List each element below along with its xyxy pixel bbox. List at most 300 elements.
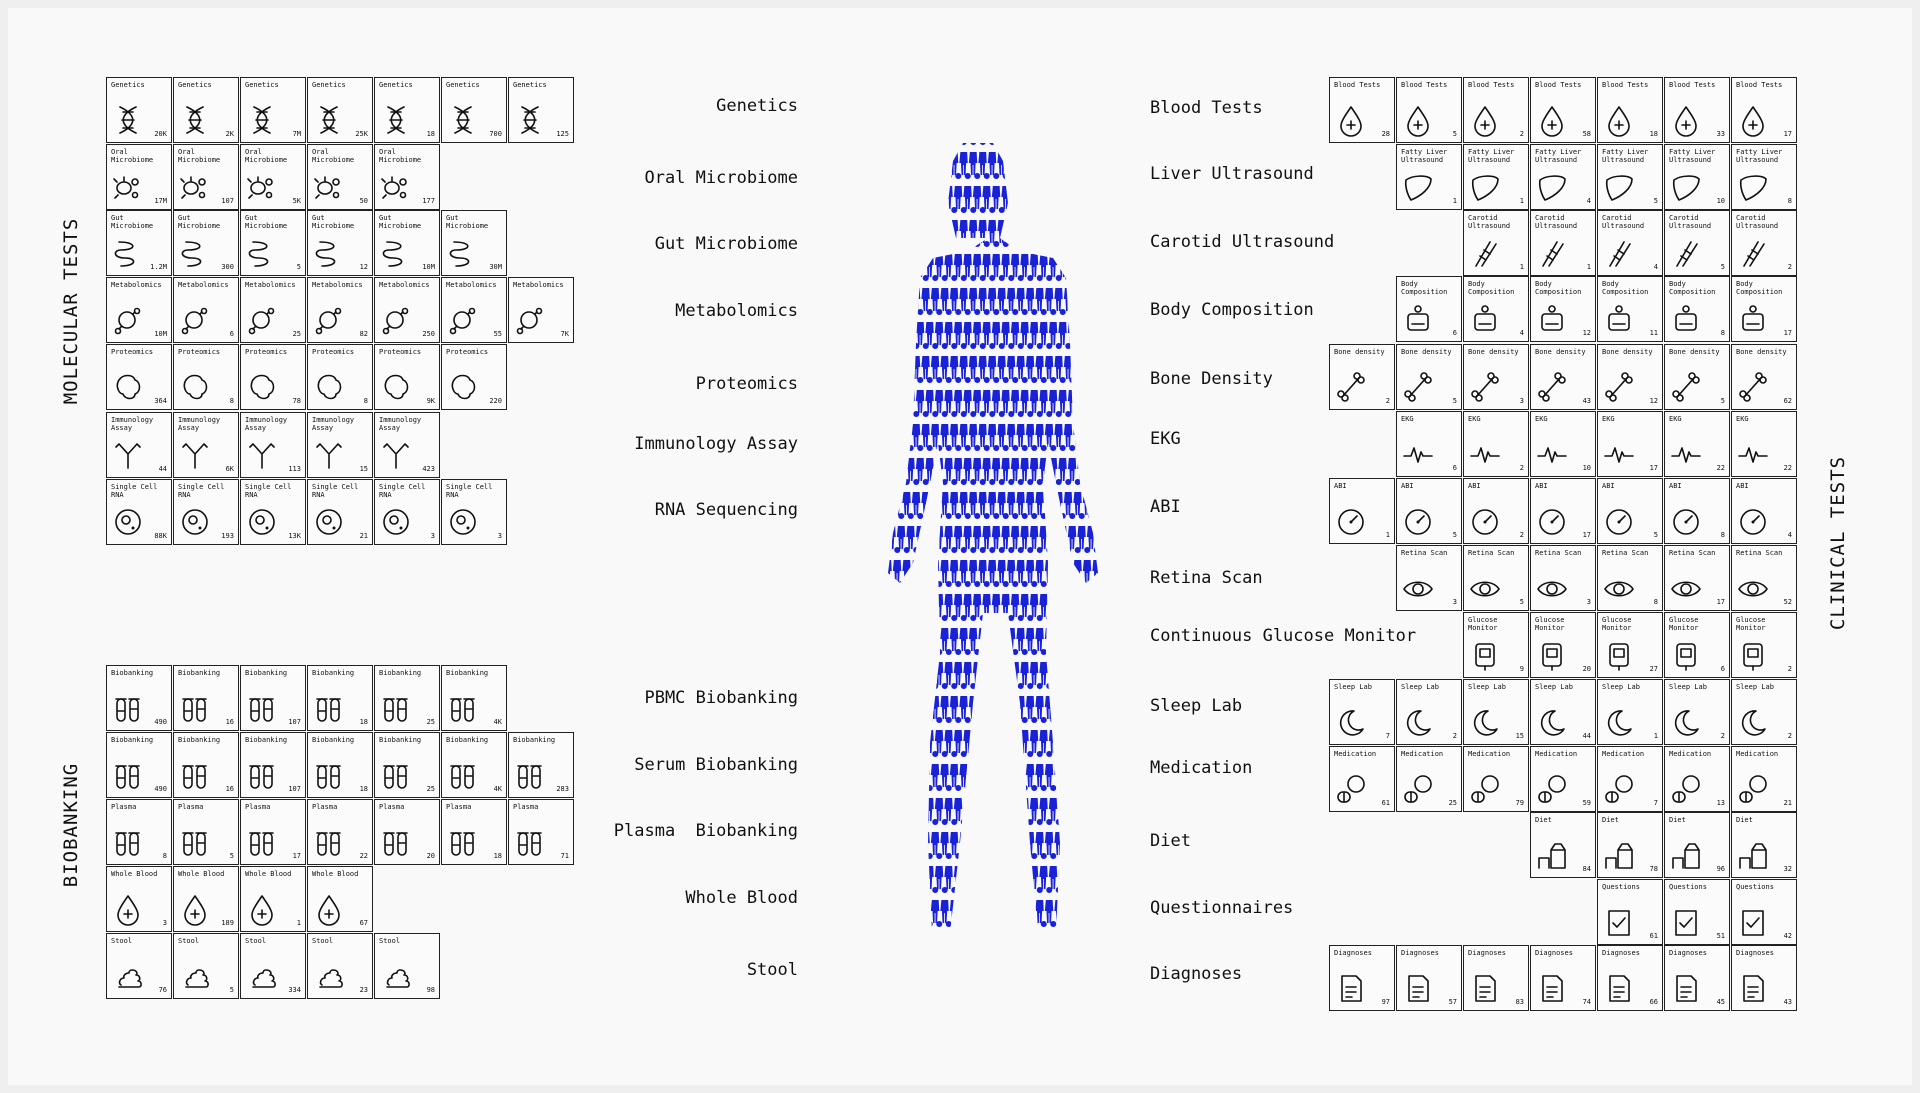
clinical-cell bbox=[1597, 945, 1663, 1011]
cell-count: 44 bbox=[1582, 732, 1591, 740]
person-glyph bbox=[959, 751, 967, 787]
person-glyph bbox=[1030, 921, 1038, 957]
person-glyph bbox=[1083, 751, 1091, 787]
person-glyph bbox=[1035, 411, 1043, 447]
person-glyph bbox=[963, 309, 971, 345]
person-glyph bbox=[921, 955, 929, 963]
person-glyph bbox=[1045, 955, 1053, 963]
cell-label: Plasma bbox=[446, 803, 472, 811]
scale-icon bbox=[1669, 302, 1703, 336]
person-glyph bbox=[1073, 143, 1081, 175]
biobanking-cell bbox=[307, 866, 373, 932]
cell-count: 6K bbox=[225, 465, 234, 473]
eye-icon bbox=[1535, 571, 1569, 605]
person-glyph bbox=[1054, 411, 1062, 447]
cell-count: 4 bbox=[1519, 329, 1524, 337]
cell-label: Blood Tests bbox=[1736, 81, 1783, 89]
cell-label: Carotid Ultrasound bbox=[1736, 214, 1779, 230]
person-glyph bbox=[992, 717, 1000, 753]
cell-count: 11 bbox=[1649, 329, 1658, 337]
person-glyph bbox=[997, 411, 1005, 447]
gauge-icon bbox=[1401, 504, 1435, 538]
person-glyph bbox=[1096, 581, 1104, 617]
cell-label: Plasma bbox=[178, 803, 204, 811]
clinical-cell bbox=[1329, 679, 1395, 745]
person-glyph bbox=[925, 921, 933, 957]
person-glyph bbox=[950, 887, 958, 923]
cell-count: 1 bbox=[1653, 732, 1658, 740]
food-icon bbox=[1602, 838, 1636, 872]
person-glyph bbox=[963, 241, 971, 277]
molecular-cell bbox=[307, 344, 373, 410]
cell-label: Genetics bbox=[111, 81, 145, 89]
right-label-diet: Diet bbox=[1150, 831, 1191, 851]
cell-count: 55 bbox=[493, 330, 502, 338]
cell-label: Bone density bbox=[1602, 348, 1653, 356]
bone-icon bbox=[1334, 370, 1368, 404]
person-glyph bbox=[1001, 853, 1009, 889]
person-glyph bbox=[1096, 921, 1104, 957]
person-glyph bbox=[1054, 207, 1062, 243]
person-glyph bbox=[1068, 853, 1076, 889]
right-label-retina-scan: Retina Scan bbox=[1150, 568, 1263, 588]
person-glyph bbox=[954, 377, 962, 413]
cell-label: Genetics bbox=[446, 81, 480, 89]
cell-label: Body Composition bbox=[1401, 280, 1448, 296]
person-glyph bbox=[1030, 173, 1038, 209]
clinical-cell bbox=[1597, 679, 1663, 745]
person-glyph bbox=[1054, 547, 1062, 583]
clinical-cell bbox=[1731, 276, 1797, 342]
person-glyph bbox=[1026, 819, 1034, 855]
food-icon bbox=[1736, 838, 1770, 872]
drop-icon bbox=[312, 892, 346, 926]
drop-icon bbox=[1401, 103, 1435, 137]
clinical-cell bbox=[1664, 144, 1730, 210]
person-glyph bbox=[916, 921, 924, 957]
cell-count: 2 bbox=[1720, 732, 1725, 740]
clinical-cell bbox=[1530, 411, 1596, 477]
cell-count: 5 bbox=[1653, 197, 1658, 205]
protein-icon bbox=[245, 370, 279, 404]
molecular-cell bbox=[240, 344, 306, 410]
person-glyph bbox=[1035, 887, 1043, 923]
person-glyph bbox=[1049, 513, 1057, 549]
person-glyph bbox=[978, 615, 986, 651]
left-label-oral-microbiome: Oral Microbiome bbox=[644, 168, 798, 188]
clinical-cell bbox=[1463, 478, 1529, 544]
cell-label: Retina Scan bbox=[1401, 549, 1448, 557]
person-glyph bbox=[973, 717, 981, 753]
cell-label: Carotid Ultrasound bbox=[1535, 214, 1578, 230]
person-glyph bbox=[978, 955, 986, 963]
molecular-cell bbox=[106, 144, 172, 210]
tube-icon bbox=[312, 691, 346, 725]
person-glyph bbox=[1026, 955, 1034, 963]
person-glyph bbox=[950, 547, 958, 583]
cell-count: 5 bbox=[1653, 531, 1658, 539]
person-glyph bbox=[925, 853, 933, 889]
gut-icon bbox=[178, 236, 212, 270]
person-glyph bbox=[921, 207, 929, 243]
person-glyph bbox=[883, 411, 891, 447]
person-glyph bbox=[1092, 887, 1100, 923]
clinical-cell bbox=[1396, 679, 1462, 745]
cell-icon bbox=[446, 505, 480, 539]
person-glyph bbox=[1026, 751, 1034, 787]
artery-icon bbox=[1669, 236, 1703, 270]
person-glyph bbox=[1030, 513, 1038, 549]
gut-icon bbox=[446, 236, 480, 270]
pill-icon bbox=[1401, 772, 1435, 806]
cell-count: 51 bbox=[1716, 932, 1725, 940]
person-glyph bbox=[973, 581, 981, 617]
person-glyph bbox=[969, 143, 977, 175]
microbe-icon bbox=[245, 170, 279, 204]
checklist-icon bbox=[1669, 905, 1703, 939]
eye-icon bbox=[1736, 571, 1770, 605]
person-glyph bbox=[1054, 275, 1062, 311]
person-glyph bbox=[982, 513, 990, 549]
person-glyph bbox=[944, 921, 952, 957]
monitor-icon bbox=[1468, 638, 1502, 672]
person-glyph bbox=[1020, 853, 1028, 889]
cell-label: Blood Tests bbox=[1401, 81, 1448, 89]
cell-count: 7 bbox=[1385, 732, 1390, 740]
person-glyph bbox=[1020, 309, 1028, 345]
person-glyph bbox=[1054, 479, 1062, 515]
document-icon bbox=[1468, 971, 1502, 1005]
person-glyph bbox=[954, 309, 962, 345]
person-glyph bbox=[906, 853, 914, 889]
left-label-whole-blood: Whole Blood bbox=[685, 888, 798, 908]
drop-icon bbox=[1602, 103, 1636, 137]
person-glyph bbox=[1011, 853, 1019, 889]
person-glyph bbox=[944, 581, 952, 617]
ekg-icon bbox=[1669, 437, 1703, 471]
person-glyph bbox=[969, 955, 977, 963]
person-glyph bbox=[969, 819, 977, 855]
checklist-icon bbox=[1736, 905, 1770, 939]
person-glyph bbox=[1016, 479, 1024, 515]
cell-label: Biobanking bbox=[312, 736, 355, 744]
tube-icon bbox=[245, 758, 279, 792]
cell-count: 45 bbox=[1716, 998, 1725, 1006]
person-glyph bbox=[959, 207, 967, 243]
person-glyph bbox=[1007, 275, 1015, 311]
cell-label: EKG bbox=[1602, 415, 1615, 423]
person-glyph bbox=[1054, 887, 1062, 923]
person-glyph bbox=[1035, 683, 1043, 719]
clinical-cell bbox=[1463, 344, 1529, 410]
person-glyph bbox=[893, 547, 901, 583]
person-glyph bbox=[902, 683, 910, 719]
cell-label: Medication bbox=[1669, 750, 1712, 758]
cell-label: Genetics bbox=[312, 81, 346, 89]
person-glyph bbox=[1068, 649, 1076, 685]
cell-count: 5 bbox=[1452, 397, 1457, 405]
person-glyph bbox=[1020, 785, 1028, 821]
cell-label: Whole Blood bbox=[178, 870, 225, 878]
person-glyph bbox=[954, 445, 962, 481]
drop-icon bbox=[1535, 103, 1569, 137]
artery-icon bbox=[1736, 236, 1770, 270]
person-glyph bbox=[1077, 377, 1085, 413]
biobanking-cell bbox=[106, 933, 172, 999]
person-glyph bbox=[887, 853, 895, 889]
cell-count: 12 bbox=[359, 263, 368, 271]
molecular-cell bbox=[441, 344, 507, 410]
cell-label: Biobanking bbox=[446, 736, 489, 744]
clinical-cell bbox=[1597, 746, 1663, 812]
person-glyph bbox=[1058, 853, 1066, 889]
ekg-icon bbox=[1535, 437, 1569, 471]
person-glyph bbox=[1102, 683, 1110, 719]
person-glyph bbox=[1045, 751, 1053, 787]
cell-label: Diagnoses bbox=[1736, 949, 1774, 957]
person-glyph bbox=[992, 445, 1000, 481]
biobanking-cell bbox=[374, 799, 440, 865]
bone-icon bbox=[1401, 370, 1435, 404]
clinical-cell bbox=[1597, 144, 1663, 210]
cell-label: ABI bbox=[1401, 482, 1414, 490]
clinical-cell bbox=[1664, 210, 1730, 276]
person-glyph bbox=[950, 615, 958, 651]
clinical-cell bbox=[1664, 77, 1730, 143]
biobanking-cell bbox=[374, 933, 440, 999]
person-glyph bbox=[1092, 615, 1100, 651]
clinical-cell bbox=[1664, 478, 1730, 544]
clinical-cell bbox=[1731, 344, 1797, 410]
drop-icon bbox=[1669, 103, 1703, 137]
dna-icon bbox=[312, 103, 346, 137]
cell-count: 1 bbox=[1452, 197, 1457, 205]
cell-label: Diagnoses bbox=[1602, 949, 1640, 957]
protein-icon bbox=[312, 370, 346, 404]
person-glyph bbox=[1083, 615, 1091, 651]
cell-label: ABI bbox=[1669, 482, 1682, 490]
scale-icon bbox=[1401, 302, 1435, 336]
cell-label: Metabolomics bbox=[245, 281, 296, 289]
person-glyph bbox=[902, 547, 910, 583]
cell-label: Retina Scan bbox=[1736, 549, 1783, 557]
protein-icon bbox=[178, 370, 212, 404]
person-glyph bbox=[950, 275, 958, 311]
right-label-diagnoses: Diagnoses bbox=[1150, 964, 1243, 984]
cell-count: 20 bbox=[426, 852, 435, 860]
person-glyph bbox=[944, 241, 952, 277]
molecular-cell bbox=[307, 144, 373, 210]
person-glyph bbox=[893, 343, 901, 379]
person-glyph bbox=[1020, 513, 1028, 549]
molecular-cell bbox=[307, 412, 373, 478]
person-glyph bbox=[893, 143, 901, 175]
cell-count: 4 bbox=[1586, 197, 1591, 205]
person-glyph bbox=[887, 785, 895, 821]
cell-label: Diet bbox=[1736, 816, 1753, 824]
person-glyph bbox=[978, 751, 986, 787]
person-glyph bbox=[969, 411, 977, 447]
monitor-icon bbox=[1669, 638, 1703, 672]
person-glyph bbox=[963, 513, 971, 549]
person-glyph bbox=[935, 241, 943, 277]
clinical-cell bbox=[1731, 945, 1797, 1011]
person-glyph bbox=[1087, 377, 1095, 413]
person-glyph bbox=[935, 377, 943, 413]
person-glyph bbox=[950, 479, 958, 515]
person-glyph bbox=[1007, 955, 1015, 963]
human-figure bbox=[798, 143, 1158, 963]
person-glyph bbox=[1102, 547, 1110, 583]
person-glyph bbox=[1016, 751, 1024, 787]
person-glyph bbox=[1068, 785, 1076, 821]
clinical-cell bbox=[1329, 945, 1395, 1011]
person-glyph bbox=[1102, 143, 1110, 175]
person-glyph bbox=[1007, 615, 1015, 651]
person-glyph bbox=[1087, 445, 1095, 481]
person-glyph bbox=[1020, 649, 1028, 685]
cell-count: 12 bbox=[1649, 397, 1658, 405]
person-glyph bbox=[959, 275, 967, 311]
person-glyph bbox=[925, 309, 933, 345]
cell-label: Proteomics bbox=[446, 348, 489, 356]
person-glyph bbox=[982, 853, 990, 889]
cell-label: Body Composition bbox=[1736, 280, 1783, 296]
person-glyph bbox=[1073, 547, 1081, 583]
person-glyph bbox=[1049, 241, 1057, 277]
person-glyph bbox=[973, 785, 981, 821]
biobanking-cell bbox=[240, 933, 306, 999]
cell-label: ABI bbox=[1535, 482, 1548, 490]
document-icon bbox=[1334, 971, 1368, 1005]
person-glyph bbox=[940, 683, 948, 719]
antibody-icon bbox=[312, 438, 346, 472]
person-glyph bbox=[1007, 143, 1015, 175]
person-glyph bbox=[1016, 275, 1024, 311]
person-glyph bbox=[1026, 615, 1034, 651]
cell-label: Sleep Lab bbox=[1468, 683, 1506, 691]
person-glyph bbox=[1035, 143, 1043, 175]
biobanking-cell bbox=[106, 799, 172, 865]
person-glyph bbox=[1096, 445, 1104, 481]
person-glyph bbox=[992, 377, 1000, 413]
person-glyph bbox=[912, 343, 920, 379]
person-glyph bbox=[1035, 547, 1043, 583]
cell-label: Immunology Assay bbox=[111, 416, 154, 432]
cell-count: 97 bbox=[1381, 998, 1390, 1006]
person-glyph bbox=[959, 411, 967, 447]
person-glyph bbox=[883, 683, 891, 719]
person-glyph bbox=[1007, 343, 1015, 379]
person-glyph bbox=[931, 615, 939, 651]
biobanking-cell bbox=[106, 665, 172, 731]
cell-count: 17 bbox=[1582, 531, 1591, 539]
person-glyph bbox=[1102, 615, 1110, 651]
person-glyph bbox=[1016, 143, 1024, 175]
person-glyph bbox=[1096, 513, 1104, 549]
molecular-cell bbox=[374, 77, 440, 143]
person-glyph bbox=[950, 343, 958, 379]
cell-label: Diet bbox=[1535, 816, 1552, 824]
person-glyph bbox=[954, 649, 962, 685]
person-glyph bbox=[1077, 513, 1085, 549]
person-glyph bbox=[1054, 955, 1062, 963]
cell-count: 42 bbox=[1783, 932, 1792, 940]
cell-label: Single Cell RNA bbox=[178, 483, 225, 499]
cell-count: 61 bbox=[1649, 932, 1658, 940]
person-glyph bbox=[950, 751, 958, 787]
person-glyph bbox=[944, 785, 952, 821]
molecule-icon bbox=[446, 303, 480, 337]
person-glyph bbox=[963, 853, 971, 889]
cell-count: 8 bbox=[229, 397, 234, 405]
molecular-cell bbox=[173, 144, 239, 210]
ekg-icon bbox=[1468, 437, 1502, 471]
person-glyph bbox=[897, 173, 905, 209]
cell-icon bbox=[245, 505, 279, 539]
cell-count: 2 bbox=[1787, 732, 1792, 740]
person-glyph bbox=[1058, 581, 1066, 617]
cell-label: Retina Scan bbox=[1602, 549, 1649, 557]
person-glyph bbox=[978, 207, 986, 243]
cell-label: Glucose Monitor bbox=[1602, 616, 1632, 632]
person-glyph bbox=[916, 717, 924, 753]
cell-label: Fatty Liver Ultrasound bbox=[1669, 148, 1716, 164]
person-glyph bbox=[1087, 173, 1095, 209]
person-glyph bbox=[1001, 513, 1009, 549]
person-glyph bbox=[969, 547, 977, 583]
person-glyph bbox=[1045, 207, 1053, 243]
cell-label: Immunology Assay bbox=[379, 416, 422, 432]
person-glyph bbox=[944, 173, 952, 209]
person-glyph bbox=[1058, 921, 1066, 957]
cell-label: Proteomics bbox=[312, 348, 355, 356]
pill-icon bbox=[1535, 772, 1569, 806]
cell-label: Proteomics bbox=[245, 348, 288, 356]
molecular-cell bbox=[307, 479, 373, 545]
gauge-icon bbox=[1736, 504, 1770, 538]
clinical-cell bbox=[1664, 276, 1730, 342]
person-glyph bbox=[887, 445, 895, 481]
gut-icon bbox=[245, 236, 279, 270]
person-glyph bbox=[1011, 309, 1019, 345]
person-glyph bbox=[1068, 241, 1076, 277]
cell-count: 57 bbox=[1448, 998, 1457, 1006]
cell-count: 334 bbox=[288, 986, 301, 994]
cell-count: 10 bbox=[1582, 464, 1591, 472]
person-glyph bbox=[963, 785, 971, 821]
clinical-cell bbox=[1463, 144, 1529, 210]
person-glyph bbox=[925, 717, 933, 753]
person-glyph bbox=[959, 615, 967, 651]
person-glyph bbox=[897, 649, 905, 685]
cell-count: 44 bbox=[158, 465, 167, 473]
molecular-cell bbox=[441, 479, 507, 545]
person-glyph bbox=[887, 717, 895, 753]
molecular-cell bbox=[374, 479, 440, 545]
person-glyph bbox=[1092, 343, 1100, 379]
person-glyph bbox=[906, 921, 914, 957]
cell-label: Metabolomics bbox=[446, 281, 497, 289]
drop-icon bbox=[1736, 103, 1770, 137]
cell-label: EKG bbox=[1669, 415, 1682, 423]
cell-icon bbox=[379, 505, 413, 539]
monitor-icon bbox=[1736, 638, 1770, 672]
cell-count: 1 bbox=[296, 919, 301, 927]
person-glyph bbox=[978, 411, 986, 447]
biobanking-cell bbox=[307, 665, 373, 731]
ekg-icon bbox=[1401, 437, 1435, 471]
